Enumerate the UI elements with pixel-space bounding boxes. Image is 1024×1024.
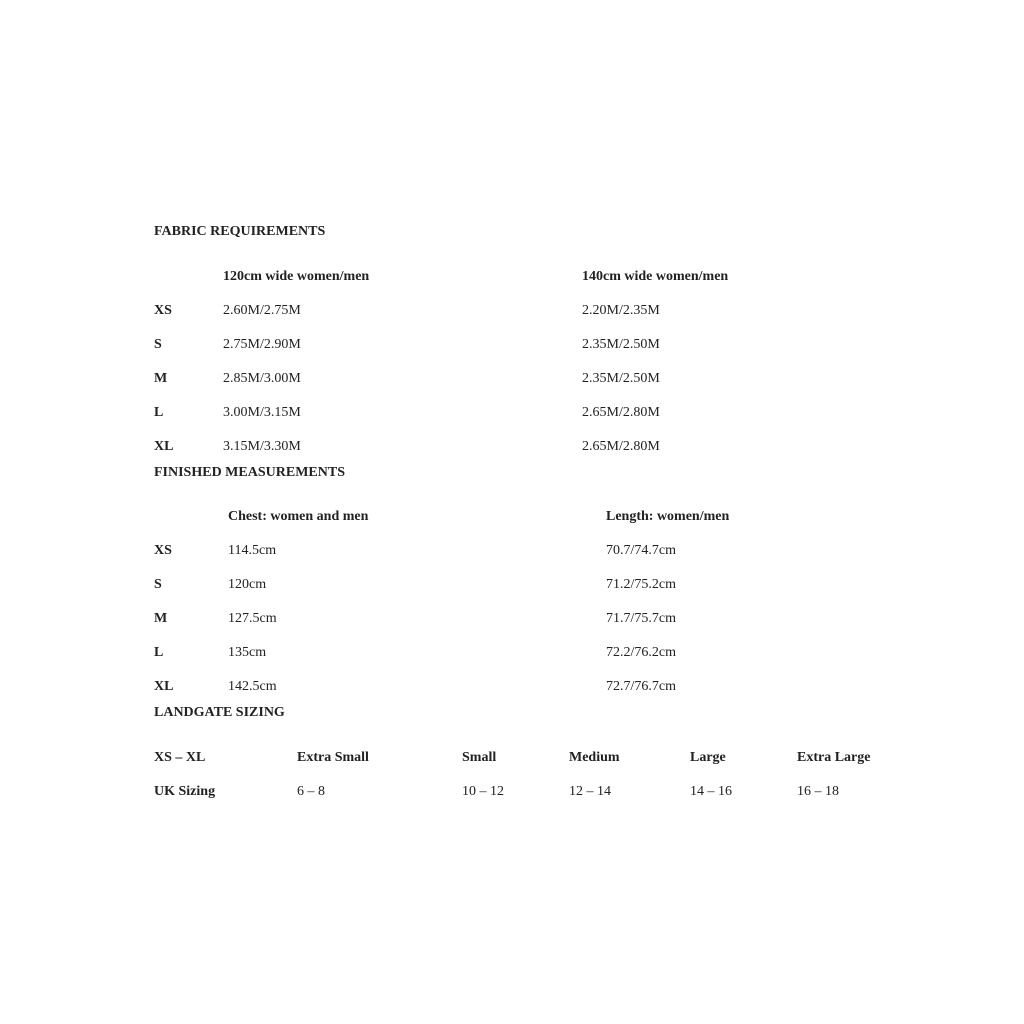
finished-chest-value: 120cm [228,577,267,592]
finished-length-value: 72.2/76.2cm [606,645,676,660]
fabric-value-140: 2.20M/2.35M [582,303,660,318]
landgate-header-cell: Extra Small [297,750,369,765]
fabric-value-140: 2.65M/2.80M [582,439,660,454]
finished-header-chest: Chest: women and men [228,509,369,524]
fabric-size-label: M [154,371,168,386]
landgate-uk-size: 6 – 8 [297,784,325,799]
fabric-value-120: 3.15M/3.30M [223,439,301,454]
finished-length-value: 70.7/74.7cm [606,543,676,558]
finished-size-label: S [154,577,162,592]
fabric-size-label: L [154,405,164,420]
fabric-value-120: 2.60M/2.75M [223,303,301,318]
finished-size-label: XS [154,543,172,558]
finished-length-value: 71.2/75.2cm [606,577,676,592]
finished-chest-value: 142.5cm [228,679,277,694]
finished-measurements-title: FINISHED MEASUREMENTS [154,465,345,480]
fabric-size-label: XS [154,303,172,318]
finished-length-value: 71.7/75.7cm [606,611,676,626]
fabric-size-label: XL [154,439,174,454]
landgate-header-cell: Extra Large [797,750,871,765]
fabric-value-120: 3.00M/3.15M [223,405,301,420]
landgate-uk-size: 10 – 12 [462,784,504,799]
fabric-size-label: S [154,337,162,352]
fabric-header-140: 140cm wide women/men [582,269,729,284]
fabric-header-120: 120cm wide women/men [223,269,370,284]
landgate-uk-size: 12 – 14 [569,784,611,799]
landgate-header-cell: XS – XL [154,750,206,765]
landgate-uk-size: 16 – 18 [797,784,839,799]
fabric-value-140: 2.65M/2.80M [582,405,660,420]
fabric-value-120: 2.75M/2.90M [223,337,301,352]
landgate-header-cell: Medium [569,750,620,765]
finished-chest-value: 114.5cm [228,543,277,558]
finished-chest-value: 135cm [228,645,267,660]
fabric-value-140: 2.35M/2.50M [582,337,660,352]
finished-size-label: XL [154,679,174,694]
landgate-sizing-title: LANDGATE SIZING [154,705,285,720]
landgate-row-label: UK Sizing [154,784,216,799]
finished-length-value: 72.7/76.7cm [606,679,676,694]
finished-size-label: L [154,645,164,660]
finished-header-length: Length: women/men [606,509,730,524]
landgate-header-cell: Large [690,750,726,765]
landgate-uk-size: 14 – 16 [690,784,732,799]
finished-chest-value: 127.5cm [228,611,277,626]
fabric-requirements-title: FABRIC REQUIREMENTS [154,224,326,239]
fabric-value-140: 2.35M/2.50M [582,371,660,386]
landgate-header-cell: Small [462,750,497,765]
fabric-value-120: 2.85M/3.00M [223,371,301,386]
finished-size-label: M [154,611,168,626]
